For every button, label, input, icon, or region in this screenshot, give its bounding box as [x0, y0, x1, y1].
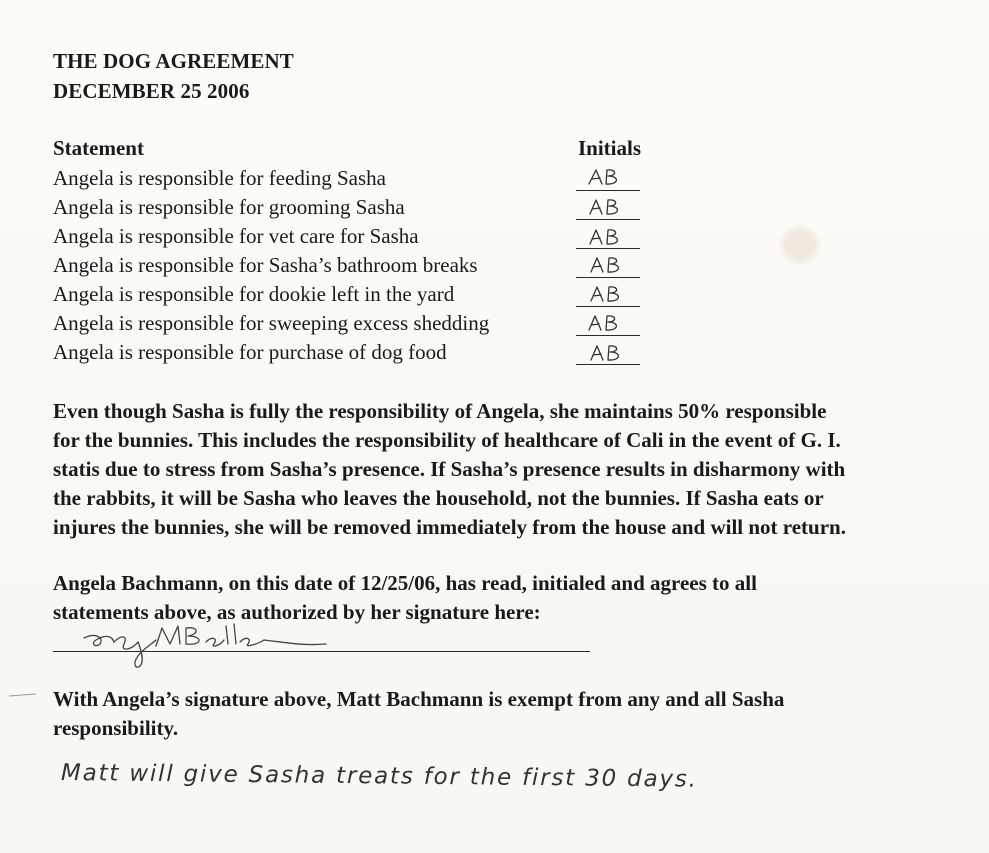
initials-line	[576, 190, 640, 191]
initials-line	[576, 248, 640, 249]
statement-row	[53, 193, 653, 222]
paragraph-line: Even though Sasha is fully the responsibility of Angela, she maintains 50% responsible	[53, 399, 827, 423]
statement-row	[53, 164, 653, 193]
initials-line	[576, 306, 640, 307]
statement-column-header: Statement	[53, 136, 144, 160]
paragraph-line: injures the bunnies, she will be removed immediately from the house and will not return.	[53, 515, 846, 539]
bunnies-clause-paragraph	[53, 397, 953, 542]
initials-handwritten-ab-icon	[585, 338, 631, 364]
initials-line	[576, 277, 640, 278]
initials-handwritten-ab-icon	[585, 193, 631, 219]
paragraph-line: With Angela’s signature above, Matt Bachmann is exempt from any and all Sasha	[53, 687, 785, 711]
statement-row	[53, 222, 653, 251]
stray-pen-mark-icon	[8, 684, 38, 688]
exemption-paragraph	[53, 685, 953, 743]
statement-text: Angela is responsible for sweeping excess shedding	[53, 311, 490, 335]
statement-row	[53, 251, 653, 280]
initials-handwritten-ab-icon	[585, 222, 631, 248]
document-title: THE DOG AGREEMENT	[53, 49, 294, 73]
paragraph-line: statements above, as authorized by her signature here:	[53, 600, 541, 624]
initials-handwritten-ab-icon	[585, 309, 631, 335]
statement-text: Angela is responsible for purchase of dog food	[53, 340, 447, 364]
initials-line	[576, 219, 640, 220]
document-date: DECEMBER 25 2006	[53, 79, 250, 103]
initials-line	[576, 364, 640, 365]
statement-row	[53, 338, 653, 367]
statement-text: Angela is responsible for Sasha’s bathroom breaks	[53, 253, 478, 277]
statement-text: Angela is responsible for feeding Sasha	[53, 166, 386, 190]
paragraph-line: for the bunnies. This includes the responsibility of healthcare of Cali in the event of G. I.	[53, 428, 841, 452]
paragraph-line: responsibility.	[53, 716, 179, 740]
initials-handwritten-ab-icon	[585, 251, 631, 277]
statement-text: Angela is responsible for vet care for Sasha	[53, 224, 419, 248]
paragraph-line: Angela Bachmann, on this date of 12/25/06, has read, initialed and agrees to all	[53, 571, 757, 595]
initials-handwritten-ab-icon	[585, 280, 631, 306]
handwritten-note: Matt will give Sasha treats for the first 30 days.	[60, 760, 698, 793]
statement-row	[53, 309, 653, 338]
initials-line	[576, 335, 640, 336]
statement-row	[53, 280, 653, 309]
paragraph-line: statis due to stress from Sasha’s presence. If Sasha’s presence results in disharmony with	[53, 457, 846, 481]
initials-handwritten-ab-icon	[585, 164, 631, 190]
paragraph-line: the rabbits, it will be Sasha who leaves the household, not the bunnies. If Sasha eats or	[53, 486, 824, 510]
statement-text: Angela is responsible for grooming Sasha	[53, 195, 405, 219]
handwritten-signature-icon	[82, 614, 342, 672]
statement-text: Angela is responsible for dookie left in the yard	[53, 282, 455, 306]
initials-column-header: Initials	[578, 136, 642, 160]
